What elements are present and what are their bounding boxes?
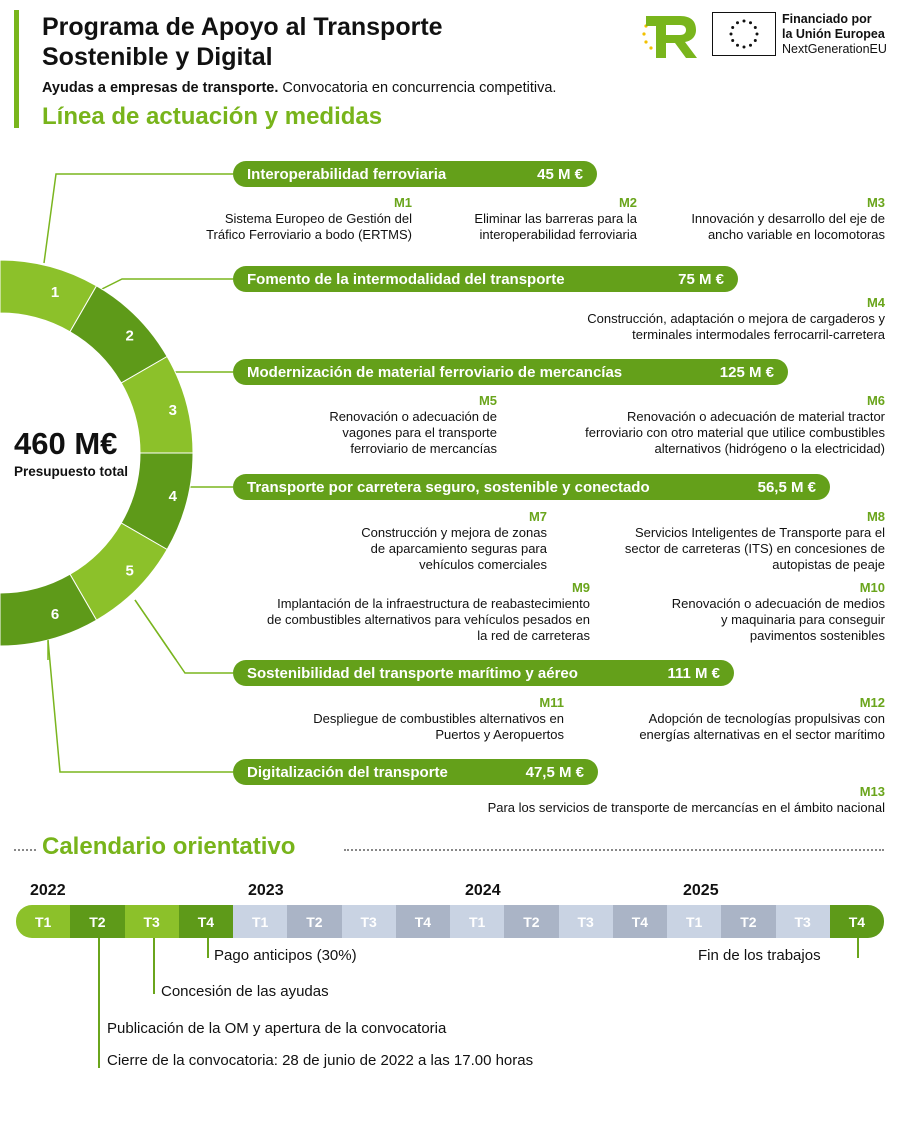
quarter-cell: T2 (70, 905, 124, 938)
quarter-cell: T2 (287, 905, 341, 938)
page-subtitle: Ayudas a empresas de transporte. Convocatoria en concurrencia competitiva. (42, 80, 557, 96)
measure-m8: M8 Servicios Inteligentes de Transporte para el sector de carreteras (ITS) en concesiones de autopistas de peaje (624, 509, 885, 572)
event-connector (857, 938, 859, 958)
measure-m3: M3 Innovación y desarrollo del eje de ancho variable en locomotoras (691, 195, 885, 242)
line-name: Sostenibilidad del transporte marítimo y aéreo (247, 664, 578, 682)
line-pill-3 (233, 359, 788, 385)
quarter-timeline (16, 905, 884, 938)
eu-funding-text: Financiado por la Unión Europea NextGenerationEU (782, 12, 887, 56)
measure-m5: M5 Renovación o adecuación de vagones para el transporte ferroviario de mercancías (329, 393, 497, 456)
quarter-cell: T1 (667, 905, 721, 938)
measure-m1: M1 Sistema Europeo de Gestión del Tráfico Ferroviario a bodo (ERTMS) (206, 195, 412, 242)
line-pill-5 (233, 660, 734, 686)
event-cierre: Cierre de la convocatoria: 28 de junio de 2022 a las 17.00 horas (107, 1052, 534, 1069)
line-amount: 45 M € (537, 165, 583, 183)
line-name: Interoperabilidad ferroviaria (247, 165, 447, 183)
ring-number-4: 4 (168, 488, 177, 506)
line-name: Digitalización del transporte (247, 763, 448, 781)
quarter-cell: T2 (721, 905, 775, 938)
ring-number-5: 5 (125, 562, 134, 580)
line-amount: 75 M € (678, 270, 724, 288)
line-amount: 111 M € (667, 664, 720, 682)
event-connector (98, 938, 100, 1068)
year-label: 2024 (465, 882, 501, 899)
ring-number-6: 6 (50, 605, 60, 623)
quarter-cell: T3 (776, 905, 830, 938)
ring-number-2: 2 (125, 327, 134, 345)
event-connector (153, 938, 155, 994)
event-concesion: Concesión de las ayudas (161, 983, 329, 1000)
event-fin-trabajos: Fin de los trabajos (698, 947, 821, 964)
quarter-cell: T4 (613, 905, 667, 938)
quarter-cell: T3 (342, 905, 396, 938)
header-accent-bar (14, 10, 19, 128)
recovery-plan-logo (640, 12, 700, 65)
section-title-lines: Línea de actuación y medidas (42, 103, 383, 130)
quarter-cell: T1 (233, 905, 287, 938)
line-name: Modernización de material ferroviario de mercancías (247, 363, 623, 381)
total-budget-label: Presupuesto total (14, 464, 129, 479)
line-amount: 47,5 M € (525, 763, 584, 781)
measure-m9: M9 Implantación de la infraestructura de reabastecimiento de combustibles alternativos para vehículos pesados en la red de carreteras (266, 580, 590, 643)
quarter-cell: T1 (16, 905, 70, 938)
event-publicacion: Publicación de la OM y apertura de la convocatoria (107, 1020, 447, 1037)
line-pill-1 (233, 161, 597, 187)
line-name: Fomento de la intermodalidad del transporte (247, 270, 565, 288)
page-title: Programa de Apoyo al Transporte Sostenible y Digital (42, 13, 443, 71)
quarter-cell: T4 (179, 905, 233, 938)
section-title-calendar: Calendario orientativo (42, 833, 296, 860)
line-amount: 56,5 M € (757, 478, 816, 496)
ring-number-3: 3 (168, 401, 177, 419)
line-amount: 125 M € (719, 363, 774, 381)
quarter-cell: T3 (125, 905, 179, 938)
measure-m13: M13 Para los servicios de transporte de mercancías en el ámbito nacional (487, 784, 885, 815)
measure-m7: M7 Construcción y mejora de zonas de aparcamiento seguras para vehículos comerciales (361, 509, 547, 572)
year-label: 2025 (683, 882, 719, 899)
ring-number-1: 1 (50, 284, 60, 302)
divider-left (14, 849, 36, 851)
line-pill-2 (233, 266, 738, 292)
quarter-cell: T4 (830, 905, 884, 938)
year-label: 2023 (248, 882, 284, 899)
event-connector (207, 938, 209, 958)
quarter-cell: T4 (396, 905, 450, 938)
quarter-cell: T1 (450, 905, 504, 938)
quarter-cell: T2 (504, 905, 558, 938)
quarter-cell: T3 (559, 905, 613, 938)
measure-m10: M10 Renovación o adecuación de medios y maquinaria para conseguir pavimentos sostenibles (671, 580, 885, 643)
year-label: 2022 (30, 882, 66, 899)
event-pago-anticipos: Pago anticipos (30%) (214, 947, 357, 964)
measure-m6: M6 Renovación o adecuación de material tractor ferroviario con otro material que utilice combustibles alternativos (hidrógeno o la electricidad) (585, 393, 885, 456)
line-name: Transporte por carretera seguro, sostenible y conectado (247, 478, 650, 496)
measure-m2: M2 Eliminar las barreras para la interoperabilidad ferroviaria (474, 195, 637, 242)
connector-line-2 (100, 279, 233, 290)
line-pill-4 (233, 474, 830, 500)
measure-m12: M12 Adopción de tecnologías propulsivas con energías alternativas en el sector marítimo (639, 695, 885, 742)
measure-m4: M4 Construcción, adaptación o mejora de cargaderos y terminales intermodales ferrocarril-carretera (587, 295, 885, 342)
measure-m11: M11 Despliegue de combustibles alternativos en Puertos y Aeropuertos (313, 695, 564, 742)
total-budget-value: 460 M€ (14, 426, 118, 461)
line-pill-6 (233, 759, 598, 785)
eu-flag-icon (712, 12, 776, 61)
divider-right (344, 849, 884, 851)
